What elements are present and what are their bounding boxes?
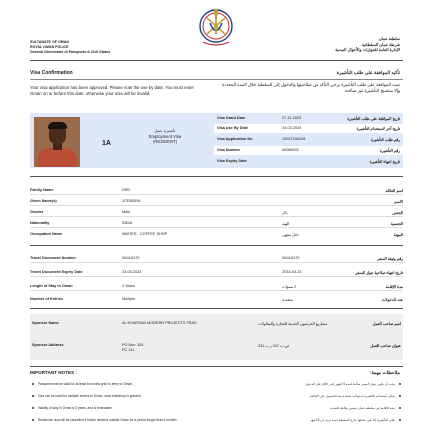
visa-type-ar: تأشيرة عمل [154, 128, 176, 133]
note-text-ar: يمكن استخدام التأشيرة لدخولات متعددة بعد الحصول على الإقامة [310, 394, 395, 398]
sponsor-name-value: AL KHARSUN MODERN PROJECTS TRAD [122, 321, 197, 325]
number-of-entries-value-ar: متعددة [282, 298, 293, 302]
visa-detail-row [214, 135, 403, 144]
confirmation-text-ar: تمت الموافقة على طلب التأشيرة يرجى التأكد من صلاحيتها والدخول إلى السلطنة خلال المدة المحددة وإلا ستصبح التأشيرة غير صالحة. [221, 82, 400, 94]
divider [30, 176, 403, 177]
sponsor-name-label-ar: اسم صاحب العمل [372, 322, 401, 326]
occupation-label: Occupation Name [30, 232, 63, 236]
header-directorate-ar: الإدارة العامة للجوازات والأحوال المدنية [335, 47, 400, 53]
visa-use-by-date-label: Visa Use By Date [217, 126, 248, 130]
visa-grant-date-value: 27-11-2023 [282, 116, 302, 120]
confirmation-title-ar: تأكيد الموافقة على طلب التأشيرة [336, 70, 400, 75]
confirmation-title: Visa Confirmation [30, 70, 73, 76]
divider [30, 245, 403, 246]
sponsor-address-value [122, 343, 222, 353]
bullet-icon [32, 419, 34, 421]
gender-value: Male [122, 210, 131, 214]
note-text: Passport must be valid for at least 6 months prior to entry to Oman. [38, 382, 133, 386]
nationality-label: Nationality [30, 221, 50, 225]
notes-title-ar: ملاحظات مهمة: [369, 370, 400, 375]
travel-doc-number-label-ar: رقم وثيقة السفر [377, 257, 403, 261]
gender-value-ar: ذكر [282, 211, 288, 215]
header-right [335, 36, 400, 53]
header-left [30, 40, 110, 55]
family-name-label-ar: اسم العائلة [385, 189, 403, 193]
visa-use-by-date-label-ar: تاريخ آخر لاستخدام التأشيرة [356, 127, 400, 131]
travel-doc-expiry-label-ar: تاريخ انتهاء صلاحية جواز السفر [355, 271, 403, 275]
travel-doc-expiry-value-ar: 2033-03-23 [282, 270, 302, 274]
family-name-label: Family Name [30, 188, 54, 192]
visa-application-no-label: Visa Application No [217, 137, 253, 141]
bullet-icon [32, 395, 34, 397]
sponsor-address-line: PC 311 [122, 347, 135, 352]
oman-emblem-icon [197, 2, 235, 48]
visa-details [214, 113, 403, 168]
header-police-ar: شرطة عمان السلطانية [361, 41, 400, 47]
bullet-icon [399, 407, 401, 409]
sponsor-address-label: Sponsor Address [32, 343, 64, 347]
nationality-value-ar: الهند [282, 222, 290, 226]
number-of-entries-label: Number of Entries [30, 297, 63, 301]
visa-type-en: Employment Visa [148, 133, 182, 139]
travel-doc-number-value-ar: X6418170 [282, 256, 300, 260]
gender-label-ar: الجنس [392, 211, 403, 215]
note-text-ar: يجب أن يكون جواز السفر صالحا لمدة 6 أشهر على الأقل قبل الدخول [305, 382, 395, 386]
confirmation-text: Your visa application has been approved. Please note the use by date. You must enter Oman on or before this date, otherwise your visa will be invalid. [30, 85, 194, 97]
travel-doc-number-value: X6418170 [122, 256, 140, 260]
gender-label: Gender [30, 210, 44, 214]
given-names-value: JITENDRA [122, 199, 141, 203]
applicant-photo [34, 117, 80, 167]
sponsor-address-label-ar: عنوان صاحب العمل [370, 344, 401, 348]
header-country-ar: سلطنة عمان [378, 36, 400, 41]
occupation-value: WAITER - COFFEE SHOP [122, 232, 168, 236]
visa-expiry-date-label: Visa Expiry Date [217, 159, 247, 163]
divider [30, 308, 403, 309]
visa-detail-row [214, 157, 403, 166]
divider [30, 60, 403, 61]
sponsor-name-label: Sponsor Name [32, 321, 59, 325]
length-of-stay-value: 2 Years [122, 284, 135, 288]
visa-number-label-ar: رقم التأشيرة [379, 149, 400, 153]
visa-number-label: Visa Number [217, 148, 241, 152]
note-text-ar: مدة الإقامة في سلطنة عمان سنتين وقابلة للتجديد [329, 406, 395, 410]
travel-doc-expiry-label: Travel Document Expiry Date [30, 270, 83, 274]
bullet-icon [32, 407, 34, 409]
divider [30, 79, 403, 80]
visa-expiry-date-label-ar: تاريخ انتهاء التأشيرة [369, 160, 400, 164]
notes-title: IMPORTANT NOTES : [30, 370, 77, 375]
note-text-ar: تلغى التأشيرة إذا بقي حاملها خارج السلطنة لمدة تزيد عن 6 أشهر [309, 418, 395, 422]
visa-number-value: 40086492 [282, 148, 299, 152]
note-text: Residence visa will be cancelled if holder remains outside Oman for a period longer than 6 months. [38, 418, 178, 422]
length-of-stay-label: Length of Stay in Oman [30, 284, 73, 288]
given-names-label: Given Name(s) [30, 199, 57, 203]
given-names-label-ar: الاسم [394, 200, 403, 204]
visa-grant-date-label: Visa Grant Date [217, 116, 246, 120]
visa-detail-row [214, 146, 403, 155]
bullet-icon [399, 395, 401, 397]
sponsor-address-line: PO Box: 324 [122, 343, 144, 347]
length-of-stay-label-ar: مدة الإقامة [385, 285, 403, 289]
travel-doc-expiry-value: 23-03-2033 [122, 270, 142, 274]
visa-use-by-date-value: 24-02-2024 [282, 126, 302, 130]
visa-application-no-value: 10047346228 [282, 137, 306, 141]
sponsor-address-value-ar: ص.ب 347 ر.ب 311 [258, 344, 290, 348]
note-text: Validity of stay in Oman is 2 years, and is renewable. [38, 406, 113, 410]
note-text: Visa can be used for multiple entries to Oman, once residency is granted. [38, 394, 142, 398]
sponsor-name-value-ar: مشاريع الخرصون الحديثة للتجارة والمقاولات [258, 322, 328, 326]
number-of-entries-value: Multiple [122, 297, 136, 301]
visa-subtype: (RESIDENT) [153, 139, 177, 145]
bullet-icon [399, 419, 401, 421]
header-police: ROYAL OMAN POLICE [30, 45, 69, 49]
visa-detail-row [214, 124, 403, 133]
bullet-icon [399, 383, 401, 385]
visa-code: 1A [102, 140, 111, 147]
occupation-label-ar: المهنة [393, 233, 403, 237]
divider [30, 366, 403, 367]
travel-doc-number-label: Travel Document Number [30, 256, 76, 260]
bullet-icon [32, 383, 34, 385]
nationality-label-ar: الجنسية [390, 222, 403, 226]
header-directorate: General Directorate of Passports & Civil Status [30, 50, 111, 54]
visa-type [130, 128, 200, 145]
number-of-entries-label-ar: عدد الدخولات [381, 298, 403, 302]
nationality-value: INDIA [122, 221, 133, 225]
visa-detail-row [214, 114, 403, 123]
length-of-stay-value-ar: 2 سنوات [282, 285, 297, 289]
visa-grant-date-label-ar: تاريخ الموافقة على طلب التأشيرة [347, 117, 400, 121]
header-country: SULTANATE OF OMAN [30, 40, 69, 44]
family-name-value: GIRI [122, 188, 130, 192]
occupation-value-ar: نادل مقهى [282, 233, 299, 237]
visa-application-no-label-ar: رقم طلب التأشيرة [370, 138, 400, 142]
